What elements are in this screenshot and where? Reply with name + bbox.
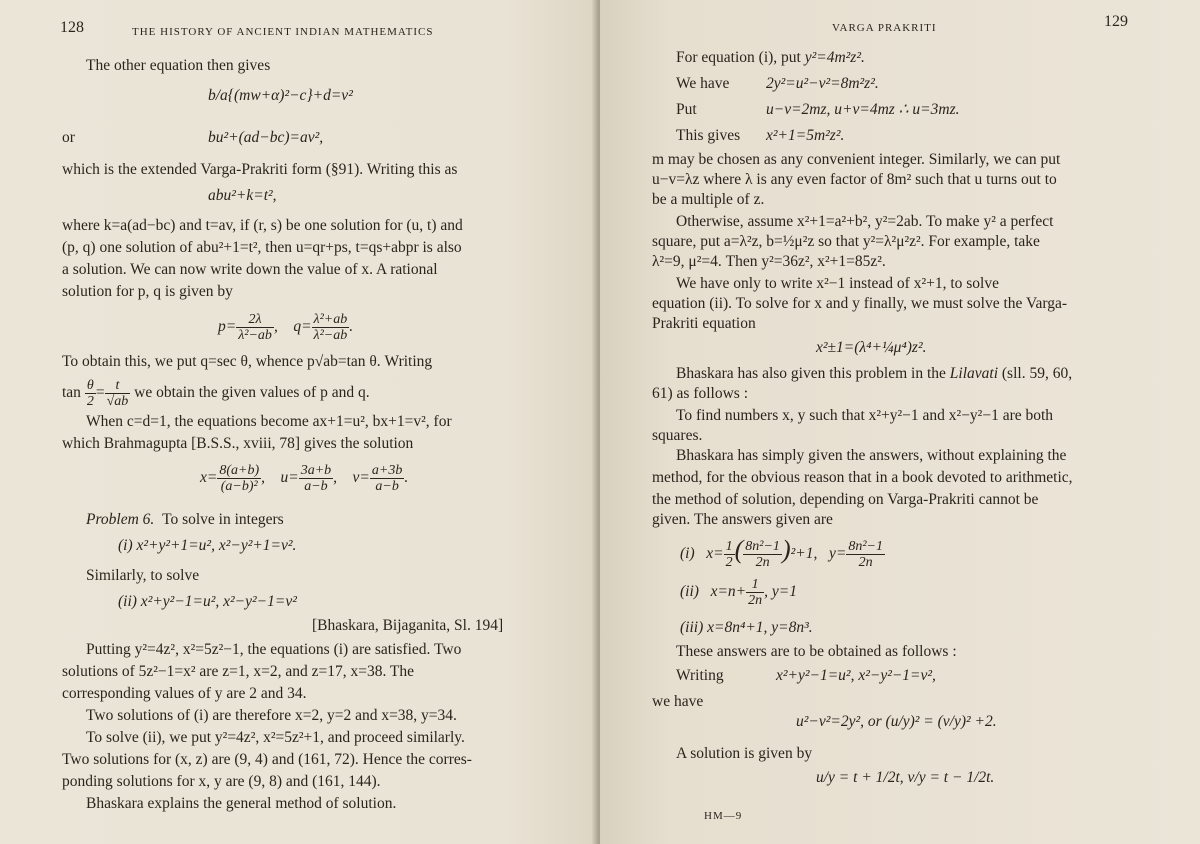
paragraph-line: Bhaskara explains the general method of solution. xyxy=(86,795,397,812)
paragraph-line: we have xyxy=(652,693,704,710)
equation-label: This gives xyxy=(676,127,741,144)
paragraph-line: a solution. We can now write down the value of x. A rational xyxy=(62,261,438,278)
equation-label: Put xyxy=(676,101,697,118)
paragraph-line: (p, q) one solution of abu²+1=t², then u=qr+ps, t=qs+abpr is also xyxy=(62,239,462,256)
paragraph-line: corresponding values of y are 2 and 34. xyxy=(62,685,307,702)
answer-ii: (ii) x=n+ $\frac{1}{2n}$ , y=1 xyxy=(680,576,797,608)
paragraph-line: To obtain this, we put q=sec θ, whence p√ab=tan θ. Writing xyxy=(62,353,433,370)
equation: bu²+(ad−bc)=av², xyxy=(208,129,324,146)
paragraph-line: A solution is given by xyxy=(676,745,813,762)
paragraph-line: squares. xyxy=(652,427,703,444)
equation: b/a{(mw+α)²−c}+d=v² xyxy=(208,87,353,104)
left-page xyxy=(0,0,596,844)
paragraph: Similarly, to solve xyxy=(86,567,200,584)
paragraph-line: Bhaskara has also given this problem in the Lilavati (sll. 59, 60, xyxy=(676,365,1073,382)
paragraph-line: u−v=λz where λ is any even factor of 8m² such that u turns out to xyxy=(652,171,1057,188)
paragraph-line: where k=a(ad−bc) and t=av, if (r, s) be one solution for (u, t) and xyxy=(62,217,463,234)
equation-pq: p= $\frac{2\lambda}{\text{λ²−ab}}$ , q= $\frac{\text{λ²+ab}}{\text{λ²−ab}}$ . xyxy=(218,311,354,343)
paragraph-line: Bhaskara has simply given the answers, without explaining the xyxy=(676,447,1067,464)
citation: [Bhaskara, Bijaganita, Sl. 194] xyxy=(312,617,504,634)
paragraph-line: 61) as follows : xyxy=(652,385,749,402)
paragraph-line: square, put a=λ²z, b=½μ²z so that y²=λ²μ²z². For example, take xyxy=(652,233,1040,250)
equation: u−v=2mz, u+v=4mz ∴ u=3mz. xyxy=(766,101,960,118)
page-number-right: 129 xyxy=(1104,13,1128,30)
equation: x²+y²−1=u², x²−y²−1=v², xyxy=(776,667,936,684)
paragraph-line: λ²=9, μ²=4. Then y²=36z², x²+1=85z². xyxy=(652,253,886,270)
equation: (i) x²+y²+1=u², x²−y²+1=v². xyxy=(118,537,297,554)
equation: u/y = t + 1/2t, v/y = t − 1/2t. xyxy=(816,769,995,786)
equation: x²+1=5m²z². xyxy=(766,127,845,144)
paragraph-line: method, for the obvious reason that in a book devoted to arithmetic, xyxy=(652,469,1073,486)
footer-signature: HM—9 xyxy=(704,810,743,822)
right-page xyxy=(600,0,1200,844)
equation: abu²+k=t², xyxy=(208,187,277,204)
paragraph-line: Prakriti equation xyxy=(652,315,756,332)
paragraph-line: Putting y²=4z², x²=5z²−1, the equations (i) are satisfied. Two xyxy=(86,641,462,658)
paragraph-line: the method of solution, depending on Varga-Prakriti cannot be xyxy=(652,491,1039,508)
equation-label: Writing xyxy=(676,667,724,684)
equation-xuv: x= $\frac{8(a+b)}{\text{(a−b)²}}$ , u= $\frac{3a+b}{a-b}$ , v= $\frac{a+3b}{a-b}$ . xyxy=(200,462,409,494)
problem-heading: Problem 6. To solve in integers xyxy=(86,511,284,528)
paragraph-line: Otherwise, assume x²+1=a²+b², y²=2ab. To make y² a perfect xyxy=(676,213,1054,230)
paragraph: which is the extended Varga-Prakriti form (§91). Writing this as xyxy=(62,161,458,178)
paragraph-line: equation (ii). To solve for x and y finally, we must solve the Varga- xyxy=(652,295,1068,312)
paragraph-line: ponding solutions for x, y are (9, 8) and (161, 144). xyxy=(62,773,381,790)
running-head-left: THE HISTORY OF ANCIENT INDIAN MATHEMATICS xyxy=(132,26,434,38)
paragraph-line: Two solutions for (x, z) are (9, 4) and (161, 72). Hence the corres- xyxy=(62,751,472,768)
paragraph-line: solutions of 5z²−1=x² are z=1, x=2, and z=17, x=38. The xyxy=(62,663,415,680)
equation: 2y²=u²−v²=8m²z². xyxy=(766,75,879,92)
equation: (ii) x²+y²−1=u², x²−y²−1=v² xyxy=(118,593,297,610)
paragraph: The other equation then gives xyxy=(86,57,271,74)
paragraph-line: To solve (ii), we put y²=4z², x²=5z²+1, and proceed similarly. xyxy=(86,729,465,746)
paragraph-line: When c=d=1, the equations become ax+1=u², bx+1=v², for xyxy=(86,413,452,430)
paragraph-line: m may be chosen as any convenient integer. Similarly, we can put xyxy=(652,151,1061,168)
equation: u²−v²=2y², or (u/y)² = (v/y)² +2. xyxy=(796,713,997,730)
paragraph-line: which Brahmagupta [B.S.S., xviii, 78] gives the solution xyxy=(62,435,414,452)
paragraph-line: be a multiple of z. xyxy=(652,191,765,208)
paragraph-line: We have only to write x²−1 instead of x²+1, to solve xyxy=(676,275,999,292)
paragraph-line: given. The answers given are xyxy=(652,511,833,528)
answer-iii: (iii) x=8n⁴+1, y=8n³. xyxy=(680,619,813,636)
or-label: or xyxy=(62,129,75,146)
running-head-right: VARGA PRAKRITI xyxy=(832,22,937,34)
paragraph-line: solution for p, q is given by xyxy=(62,283,233,300)
paragraph-line: Two solutions of (i) are therefore x=2, y=2 and x=38, y=34. xyxy=(86,707,457,724)
paragraph-line: These answers are to be obtained as follows : xyxy=(676,643,957,660)
paragraph-line: tan $\frac{\theta}{2}$ = $\frac{t}{√ab}$ we obtain the given values of p and q. xyxy=(62,377,370,409)
equation-row: For equation (i), put y²=4m²z². xyxy=(676,49,865,66)
answer-i: (i) x= $\frac{1}{2}$ ( $\frac{\text{8n²−1}}{2n}$ )²+1, y= $\frac{\text{8n²−1}}{2n}$ xyxy=(680,535,883,570)
paragraph-line: To find numbers x, y such that x²+y²−1 and x²−y²−1 are both xyxy=(676,407,1054,424)
page-number-left: 128 xyxy=(60,19,84,36)
equation-label: We have xyxy=(676,75,730,92)
equation: x²±1=(λ⁴+¼μ⁴)z². xyxy=(816,339,927,356)
